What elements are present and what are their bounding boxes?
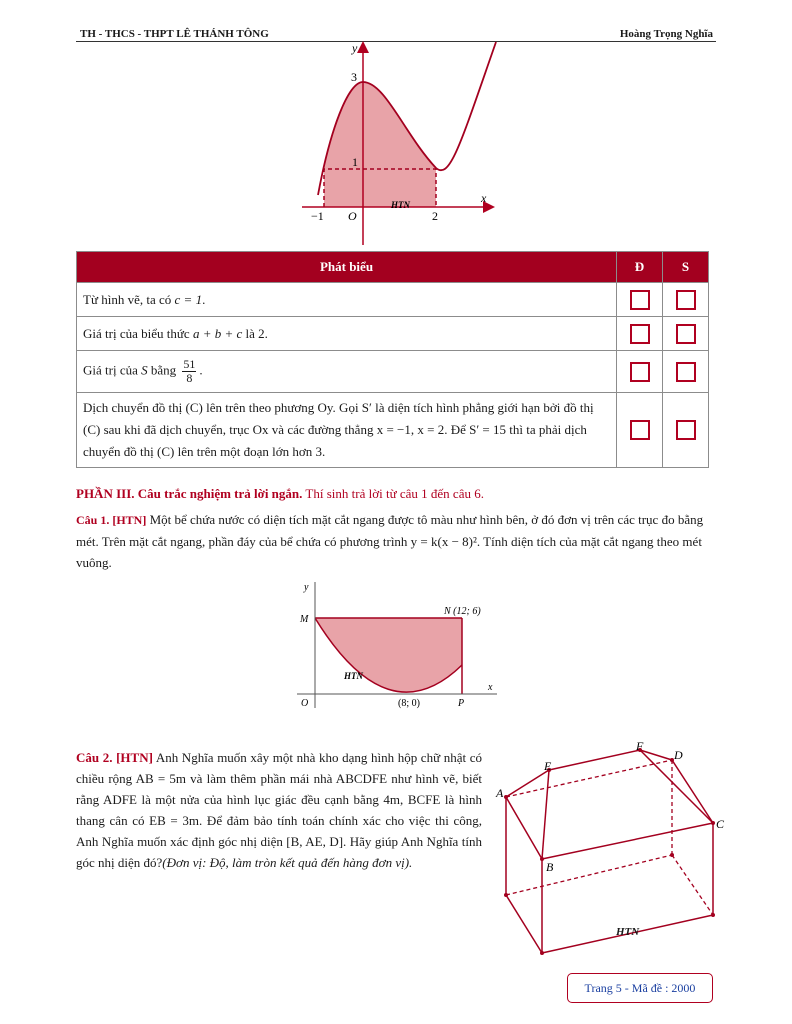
point-m: M: [300, 614, 309, 625]
point-n: N (12; 6): [444, 606, 481, 617]
checkbox-true-2[interactable]: [630, 324, 650, 344]
checkbox-true-4[interactable]: [630, 420, 650, 440]
header-false: S: [663, 252, 709, 283]
checkbox-false-1[interactable]: [676, 290, 696, 310]
tick-xm1: −1: [311, 209, 324, 223]
x-label: x: [488, 682, 493, 693]
header-statement: Phát biểu: [77, 252, 617, 283]
house-figure: [492, 735, 732, 963]
vertex-d: D: [674, 748, 683, 762]
checkbox-false-4[interactable]: [676, 420, 696, 440]
checkbox-false-2[interactable]: [676, 324, 696, 344]
header-school: TH - THCS - THPT LÊ THÁNH TÔNG: [80, 28, 269, 40]
table-row: Dịch chuyển đồ thị (C) lên trên theo phương Oy. Gọi S′ là diện tích hình phẳng giới hạn bởi đồ thị (C) sau khi đã dịch chuyển, trục Ox và các đường thẳng x = −1, x = 2. Để S′ = 15 thì ta phải dịch chuyển đồ thị (C) lên trên một đoạn lớn hơn 3.: [77, 393, 709, 468]
y-label: y: [304, 582, 309, 593]
header-author: Hoàng Trọng Nghĩa: [619, 28, 713, 40]
fraction: $\frac{51}{8}$: [183, 357, 196, 385]
watermark-htn: HTN: [391, 200, 410, 210]
checkbox-false-3[interactable]: [676, 362, 696, 382]
function-graph: [300, 40, 500, 250]
origin-label: O: [348, 209, 357, 223]
tick-y1: 1: [352, 155, 358, 169]
tank-graph: [292, 578, 502, 718]
origin-label: O: [301, 698, 309, 709]
tick-x2: 2: [432, 209, 438, 223]
section-title: PHẦN III. Câu trắc nghiệm trả lời ngắn. Thí sinh trả lời từ câu 1 đến câu 6.: [76, 486, 484, 501]
table-row: Giá trị của biểu thức a + b + c là 2.: [77, 317, 709, 351]
point-p: P: [458, 698, 465, 709]
page-footer: Trang 5 - Mã đề : 2000: [567, 973, 713, 1003]
tank-shaded: [315, 618, 462, 692]
question-2: Câu 2. [HTN] Anh Nghĩa muốn xây một nhà kho dạng hình hộp chữ nhật có chiều rộng AB = 5m và làm thêm phần mái nhà ABCDFE như hình vẽ, biết rằng ADFE là một nửa của hình lục giác đều cạnh bằng 4m, BCFE là hình thang cân có EB = 3m. Để đảm bảo tính toán chính xác cho việc thi công, Anh Nghĩa muốn xác định góc nhị diện [B, AE, D]. Hãy giúp Anh Nghĩa tính góc nhị diện đó?(Đơn vị: Độ, làm tròn kết quả đến hàng đơn vị).: [76, 750, 482, 870]
statement-table: [76, 251, 709, 468]
question-2-label: Câu 2. [HTN]: [76, 750, 153, 765]
question-1-label: Câu 1. [HTN]: [76, 513, 147, 527]
vertex-e: E: [544, 759, 552, 773]
vertex-f: F: [636, 739, 644, 753]
watermark-htn: HTN: [616, 926, 640, 938]
header-true: Đ: [617, 252, 663, 283]
x-label: x: [481, 191, 487, 205]
table-row: Giá trị của S bằng $\frac{51}{8}$ .: [77, 351, 709, 393]
watermark-htn: HTN: [344, 671, 363, 681]
tick-y3: 3: [351, 70, 357, 84]
checkbox-true-1[interactable]: [630, 290, 650, 310]
shaded-area: [324, 82, 436, 207]
vertex-a: A: [496, 786, 504, 800]
table-row: Từ hình vẽ, ta có c = 1.: [77, 283, 709, 317]
point-vertex: (8; 0): [398, 698, 420, 709]
y-label: y: [352, 41, 358, 55]
question-1: Câu 1. [HTN] Một bể chứa nước có diện tích mặt cắt ngang được tô màu như hình bên, ở đó đơn vị trên các trục đo bằng mét. Trên mặt cắt ngang, phần đáy của bể chứa có phương trình y = k(x − 8)². Tính diện tích của mặt cắt ngang theo mét vuông.: [76, 512, 704, 570]
vertex-b: B: [546, 860, 554, 874]
vertex-c: C: [716, 817, 725, 831]
checkbox-true-3[interactable]: [630, 362, 650, 382]
